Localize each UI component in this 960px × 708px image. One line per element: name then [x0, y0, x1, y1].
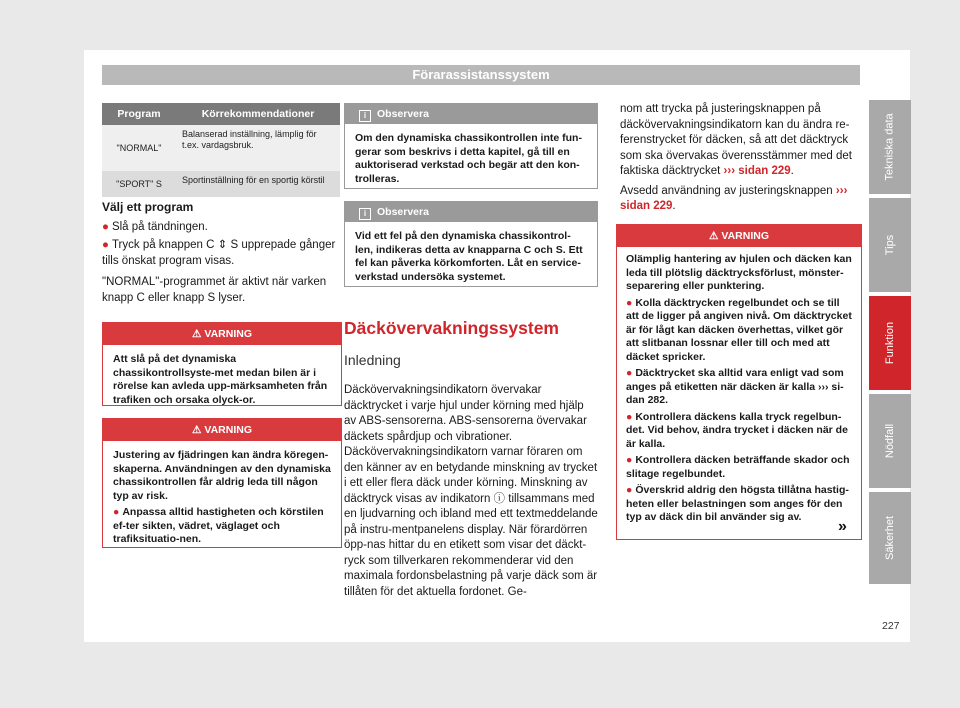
- table-cell-desc: Balanserad inställning, lämplig för t.ex. vardagsbruk.: [176, 125, 340, 171]
- warning-text: Justering av fjädringen kan ändra köregen-skaperna. Användningen av den dynamiska chassikontrollen får aldrig leda till någon typ av risk.: [113, 449, 331, 502]
- note-header: i Observera: [345, 202, 597, 222]
- warning-box-2: [102, 418, 342, 548]
- warning-icon: ⚠: [709, 230, 722, 242]
- section-title: Däckövervakningssystem: [344, 318, 559, 338]
- program-table: [102, 103, 340, 197]
- tab-sakerhet[interactable]: Säkerhet: [869, 492, 911, 584]
- warning-text: Olämplig hantering av hjulen och däcken kan leda till plötslig däcktrycksförlust, mönster-separering eller punktering.: [626, 253, 852, 292]
- table-row: [102, 171, 340, 197]
- body-text: nom att trycka på justeringsknappen på däckövervakningsindikatorn kan du ändra re-ferenstrycket för däcken, så att det däcktryck som ska övervakas överensstämmer med det faktiska däcktrycket ››› sidan 229.: [620, 103, 853, 177]
- tab-nodfall[interactable]: Nödfall: [869, 394, 911, 488]
- note-text: Om den dynamiska chassikontrollen inte fun-gerar som beskrivs i detta kapitel, gå till en auktoriserad verkstad och begär att den kon-trolleras.: [355, 132, 582, 185]
- step-heading: Välj ett program: [102, 200, 194, 214]
- warning-icon: ⚠: [192, 424, 205, 436]
- warning-bullet: ● Anpassa alltid hastigheten och körstilen ef-ter sikten, vädret, väglaget och trafiksituatio-nen.: [113, 506, 324, 545]
- table-header-recommendation: Körrekommendationer: [176, 103, 340, 125]
- table-header-program: Program: [102, 103, 176, 125]
- note-box-1: [344, 103, 598, 189]
- page-link[interactable]: ››› sidan 229: [723, 165, 791, 177]
- warning-bullet: ● Kontrollera däcken beträffande skador och slitage regelbundet.: [626, 454, 850, 480]
- tab-funktion[interactable]: Funktion: [869, 296, 911, 390]
- table-cell-desc: Sportinställning för en sportig körstil: [176, 171, 340, 197]
- continue-arrow-icon[interactable]: »: [838, 518, 847, 535]
- warning-icon: ⚠: [192, 328, 205, 340]
- warning-bullet: ● Kolla däcktrycken regelbundet och se till att de ligger på angiven nivå. Om däcktrycket är för lågt kan däcken överhettas, vilket gör att slitbanan lossnar eller till och med att däcket spricker.: [626, 296, 852, 363]
- warning-bullet: ● Däcktrycket ska alltid vara enligt vad som anges på etiketten när däcken är kalla ››› si-dan 282.: [626, 367, 844, 406]
- info-icon: i: [359, 208, 371, 220]
- warning-box-3: [616, 224, 862, 540]
- left-column: [102, 200, 340, 306]
- page-number: 227: [882, 620, 900, 632]
- info-icon: i: [359, 110, 371, 122]
- note-text: Vid ett fel på den dynamiska chassikontrol-len, indikeras detta av knapparna C och S. Ett fel kan påverka körkomforten. Låt en service-verkstad undersöka systemet.: [355, 230, 583, 283]
- table-cell-program: "NORMAL": [102, 125, 176, 171]
- body-text: Avsedd användning av justeringsknappen ››› sidan 229.: [620, 184, 848, 212]
- warning-header: ⚠ VARNING: [103, 419, 341, 441]
- page-link[interactable]: ››› sidan 229: [620, 184, 848, 212]
- section-subtitle: Inledning: [344, 352, 401, 368]
- normal-mode-text: "NORMAL"-programmet är aktivt när varken knapp C eller knapp S lyser.: [102, 276, 327, 304]
- table-cell-program: "SPORT" S: [102, 171, 176, 197]
- mid-body: [344, 383, 598, 600]
- right-column: [620, 102, 860, 215]
- warning-text: Att slå på det dynamiska chassikontrollsyste-met medan bilen är i rörelse kan avleda upp-märksamheten från trafiken och orsaka olyck-or.: [113, 353, 328, 406]
- warning-box-1: [102, 322, 342, 406]
- tab-tekniska-data[interactable]: Tekniska data: [869, 100, 911, 194]
- warning-header: ⚠ VARNING: [617, 225, 861, 247]
- warning-body: [103, 441, 341, 555]
- note-box-2: [344, 201, 598, 287]
- warning-bullet: ● Överskrid aldrig den högsta tillåtna hastig-heten eller belastningen som anges för den typ av däck din bil använder sig av.: [626, 484, 849, 523]
- step-item: ● Slå på tändningen.: [102, 220, 208, 233]
- warning-bullet: ● Kontrollera däckens kalla tryck regelbun-det. Vid behov, ändra trycket i däcken när de är kalla.: [626, 410, 848, 450]
- tab-tips[interactable]: Tips: [869, 198, 911, 292]
- step-item: ● Tryck på knappen C ⇕ S upprepade gånger tills önskat program visas.: [102, 239, 336, 267]
- warning-header: ⚠ VARNING: [103, 323, 341, 345]
- warning-body: [617, 247, 861, 531]
- page-header: Förarassistanssystem: [102, 65, 860, 85]
- table-row: [102, 125, 340, 171]
- body-text: Däckövervakningsindikatorn övervakar däcktrycket i varje hjul under körning med hjälp av ABS-sensorerna. ABS-sensorerna övervakar däckets spårdjup och vibrationer. Däckövervakningsindikatorn varnar föraren om den känner av en betydande minskning av trycket i ett eller flera däck under körning. Minskning av däcktryck visas av indikatorn ⓘ tillsammans med en ljudvarning och ibland med ett textmeddelande på instru-mentpanelens display. När förardörren öpp-nas hittar du en etikett som visar det däckt-ryck som tillverkaren rekommenderar vid den maximala fordonsbelastning på varje däck som är tillåten för det aktuella fordonet. Ge-: [344, 384, 598, 598]
- note-header: i Observera: [345, 104, 597, 124]
